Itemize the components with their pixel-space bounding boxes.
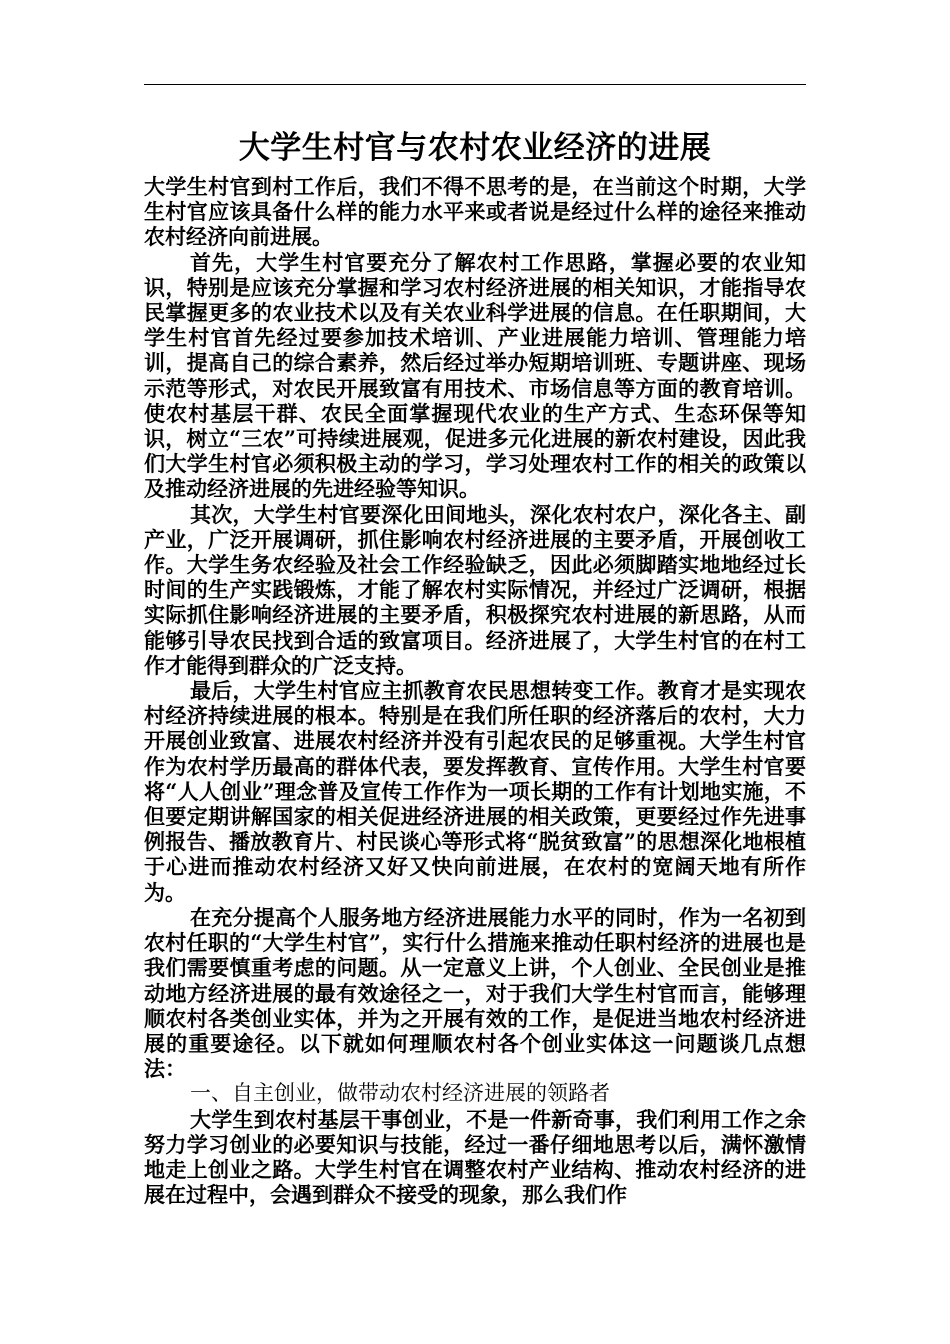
paragraph-section-1: 大学生到农村基层干事创业，不是一件新奇事，我们利用工作之余努力学习创业的必要知识与技能，经过一番仔细地思考以后，满怀激情地走上创业之路。大学生村官在调整农村产业结构、推动农村经济的进展在过程中，会遇到群众不接受的现象，那么我们作 — [144, 1106, 806, 1208]
paragraph-second: 其次，大学生村官要深化田间地头，深化农村农户，深化各主、副产业，广泛开展调研，抓住影响农村经济进展的主要矛盾，开展创收工作。大学生务农经验及社会工作经验缺乏，因此必须脚踏实地地经过长时间的生产实践锻炼，才能了解农村实际情况，并经过广泛调研，根据实际抓住影响经济进展的主要矛盾，积极探究农村进展的新思路，从而能够引导农民找到合适的致富项目。经济进展了，大学生村官的在村工作才能得到群众的广泛支持。 — [144, 501, 806, 678]
document-title: 大学生村官与农村农业经济的进展 — [238, 130, 712, 166]
paragraph-entrepreneurship: 在充分提高个人服务地方经济进展能力水平的同时，作为一名初到农村任职的“大学生村官”，实行什么措施来推动任职村经济的进展也是我们需要慎重考虑的问题。从一定意义上讲，个人创业、全民创业是推动地方经济进展的最有效途径之一，对于我们大学生村官而言，能够理顺农村各类创业实体，并为之开展有效的工作，是促进当地农村经济进展的重要途径。以下就如何理顺农村各个创业实体这一问题谈几点想法： — [144, 904, 806, 1082]
header-rule — [144, 84, 806, 85]
paragraph-last: 最后，大学生村官应主抓教育农民思想转变工作。教育才是实现农村经济持续进展的根本。特别是在我们所任职的经济落后的农村，大力开展创业致富、进展农村经济并没有引起农民的足够重视。大学生村官作为农村学历最高的群体代表，要发挥教育、宣传作用。大学生村官要将“人人创业”理念普及宣传工作作为一项长期的工作有计划地实施，不但要定期讲解国家的相关促进经济进展的相关政策，更要经过作先进事例报告、播放教育片、村民谈心等形式将“脱贫致富”的思想深化地根植于心进而推动农村经济又好又快向前进展，在农村的宽阔天地有所作为。 — [144, 678, 806, 905]
paragraph-intro: 大学生村官到村工作后，我们不得不思考的是，在当前这个时期，大学生村官应该具备什么样的能力水平来或者说是经过什么样的途径来推动农村经济向前进展。 — [144, 174, 806, 250]
section-heading-1: 一、自主创业，做带动农村经济进展的领路者 — [190, 1081, 610, 1106]
paragraph-first: 首先，大学生村官要充分了解农村工作思路，掌握必要的农业知识，特别是应该充分掌握和学习农村经济进展的相关知识，才能指导农民掌握更多的农业技术以及有关农业科学进展的信息。在任职期间，大学生村官首先经过要参加技术培训、产业进展能力培训、管理能力培训，提高自己的综合素养，然后经过举办短期培训班、专题讲座、现场示范等形式，对农民开展致富有用技术、市场信息等方面的教育培训。使农村基层干群、农民全面掌握现代农业的生产方式、生态环保等知识，树立“三农”可持续进展观，促进多元化进展的新农村建设，因此我们大学生村官必须积极主动的学习，学习处理农村工作的相关的政策以及推动经济进展的先进经验等知识。 — [144, 249, 806, 502]
document-body — [144, 174, 806, 1207]
